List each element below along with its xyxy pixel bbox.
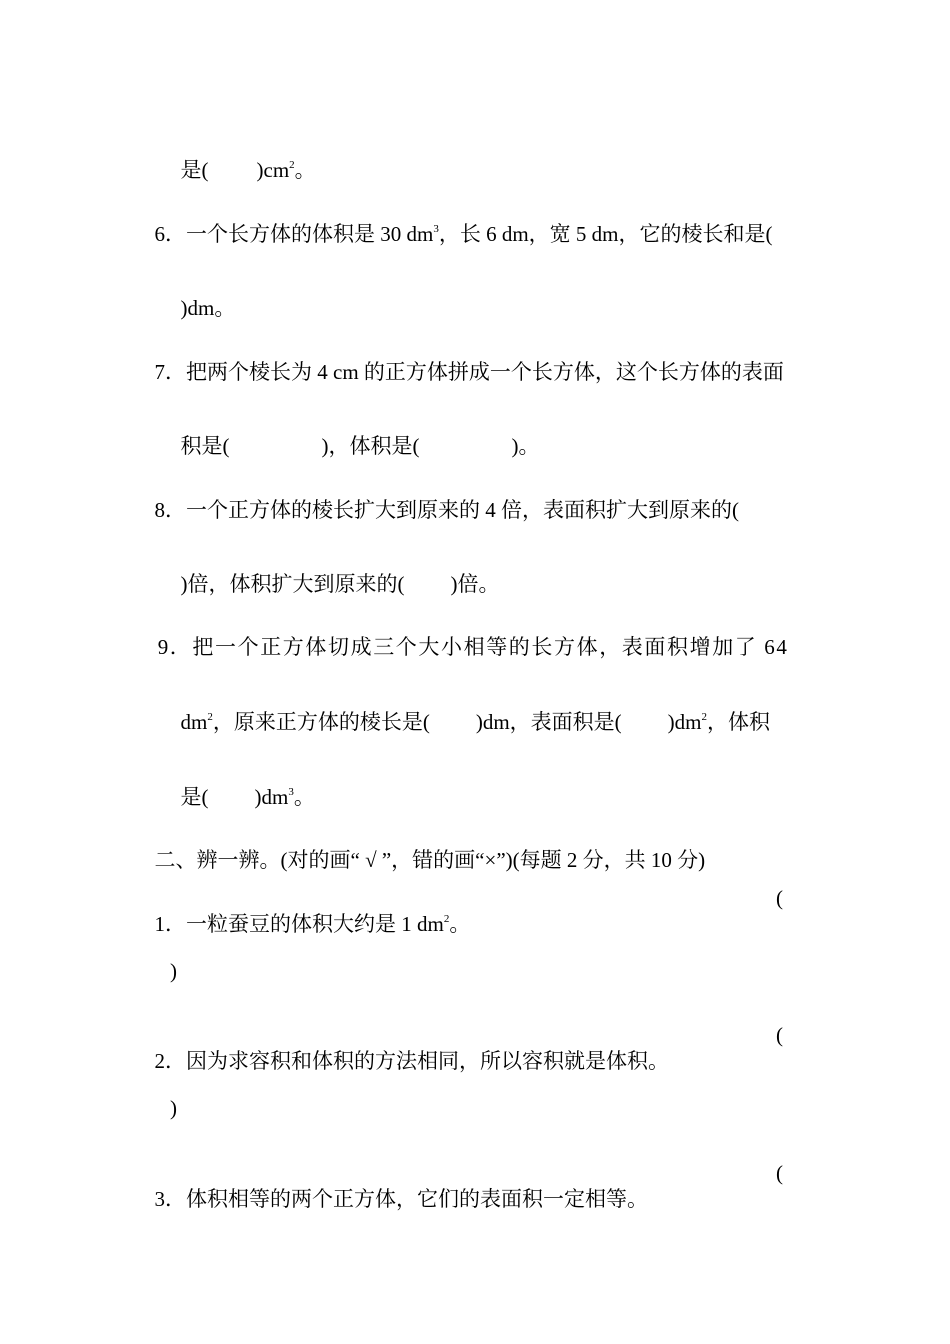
- superscript: 2: [701, 711, 707, 723]
- superscript: 2: [207, 711, 213, 723]
- question-text: 把一个正方体切成三个大小相等的长方体，表面积增加了 64: [192, 635, 789, 659]
- answer-paren-close: ): [170, 1096, 177, 1120]
- question-text: 把两个棱长为 4 cm 的正方体拼成一个长方体，这个长方体的表面: [186, 360, 784, 384]
- text-segment: ，体积: [707, 710, 770, 734]
- text-segment: )dm。: [180, 296, 236, 320]
- text-segment: )。: [511, 434, 540, 458]
- text-segment: )dm: [254, 785, 289, 809]
- question-number: 1．: [154, 912, 186, 936]
- question-number: 6．: [154, 222, 186, 246]
- superscript: 2: [289, 159, 295, 171]
- question-text-rest: ，长 6 dm，宽 5 dm，它的棱长和是(: [438, 222, 773, 246]
- answer-paren-close: ): [170, 959, 177, 983]
- question-text: 一粒蚕豆的体积大约是 1 dm: [186, 912, 444, 936]
- question-7-continued: [170, 404, 540, 460]
- question-number: 2．: [154, 1049, 186, 1073]
- section-2-heading: [144, 818, 705, 874]
- question-9-continued: [170, 680, 770, 736]
- question-number: 7．: [154, 360, 186, 384]
- judge-question-3: [144, 1157, 648, 1213]
- text-segment: dm: [180, 710, 208, 734]
- section-title: 二、辨一辨。(对的画“ √ ”，错的画“×”)(每题 2 分，共 10 分): [154, 848, 706, 872]
- text-segment: )dm，表面积是(: [475, 710, 622, 734]
- judge-question-1: [144, 882, 470, 938]
- question-number: 3．: [154, 1187, 186, 1211]
- question-9-continued-2: [170, 755, 315, 811]
- question-text: 一个正方体的棱长扩大到原来的 4 倍，表面积扩大到原来的(: [186, 498, 739, 522]
- text-segment: 是(: [180, 158, 209, 182]
- text-segment: )倍。: [450, 572, 500, 596]
- question-9: [144, 605, 788, 661]
- text-segment: )cm: [256, 158, 290, 182]
- question-7: [144, 330, 784, 386]
- question-8: [144, 468, 739, 524]
- question-number: 8．: [154, 498, 186, 522]
- text-segment: ，原来正方体的棱长是(: [212, 710, 430, 734]
- text-segment: )dm: [667, 710, 702, 734]
- text-segment: )倍，体积扩大到原来的(: [180, 572, 405, 596]
- answer-paren-open: (: [776, 1023, 783, 1047]
- text-segment: 。: [293, 785, 315, 809]
- superscript: 2: [443, 913, 450, 925]
- answer-line-5-continued: [170, 128, 316, 184]
- question-6: [144, 192, 773, 248]
- superscript: 3: [433, 223, 439, 235]
- question-text: 一个长方体的体积是 30 dm: [186, 222, 434, 246]
- answer-paren-open: (: [776, 886, 783, 910]
- answer-paren-open: (: [776, 1161, 783, 1185]
- judge-question-2: [144, 1019, 669, 1075]
- question-8-continued: [170, 542, 500, 598]
- question-number: 9．: [157, 635, 193, 659]
- superscript: 3: [288, 786, 294, 798]
- text-segment: 积是(: [180, 434, 230, 458]
- question-text: 因为求容积和体积的方法相同，所以容积就是体积。: [186, 1049, 669, 1073]
- text-segment: 。: [294, 158, 316, 182]
- text-segment: )，体积是(: [321, 434, 420, 458]
- question-6-continued: [170, 266, 235, 322]
- question-text: 体积相等的两个正方体，它们的表面积一定相等。: [186, 1187, 648, 1211]
- question-text-rest: 。: [449, 912, 471, 936]
- text-segment: 是(: [180, 785, 209, 809]
